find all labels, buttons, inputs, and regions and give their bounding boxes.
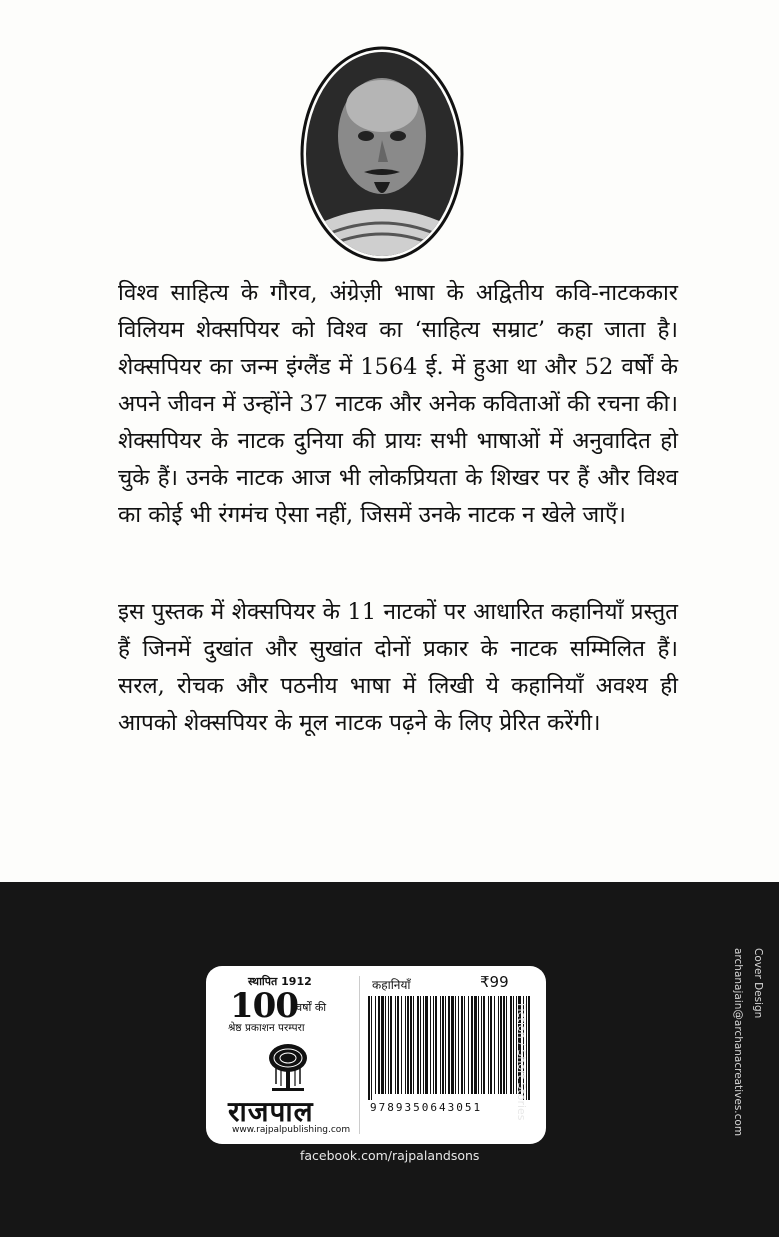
description-paragraph-2: इस पुस्तक में शेक्सपियर के 11 नाटकों पर आधारित कहानियाँ प्रस्तुत हैं जिनमें दुखांत और सुखांत दोनों प्रकार के नाटक सम्मिलित हैं। सरल, रोचक और पठनीय भाषा में लिखी ये कहानियाँ अवश्य ही आपको शेक्सपियर के मूल नाटक पढ़ने के लिए प्रेरित करेंगी। <box>118 599 678 736</box>
barcode-bar <box>390 996 392 1094</box>
price: ₹99 <box>480 973 509 991</box>
barcode-bar <box>483 996 485 1094</box>
barcode-bar <box>471 996 473 1094</box>
barcode-bar <box>395 996 396 1094</box>
publisher-logo: राजपाल <box>228 1095 314 1128</box>
barcode-bar <box>442 996 444 1094</box>
barcode-bar <box>448 996 450 1094</box>
barcode-bar <box>500 996 502 1094</box>
genre-english: Fiction / Short Stories <box>515 1003 528 1121</box>
barcode-bar <box>430 996 431 1094</box>
barcode-bar <box>407 996 409 1094</box>
barcode-bar <box>510 996 512 1094</box>
barcode-bar <box>401 996 402 1094</box>
barcode-bar <box>481 996 482 1094</box>
facebook-link: facebook.com/rajpalandsons <box>300 1148 480 1163</box>
genre-hindi: कहानियाँ <box>372 978 411 992</box>
barcode-bar <box>528 996 530 1100</box>
barcode-bar <box>397 996 399 1094</box>
barcode-bar <box>455 996 456 1094</box>
barcode-bar <box>368 996 370 1100</box>
publisher-website: www.rajpalpublishing.com <box>232 1125 351 1135</box>
years-number: 100 <box>230 986 298 1026</box>
barcode-bar <box>461 996 463 1094</box>
barcode-bar <box>445 996 446 1094</box>
barcode-bar <box>413 996 414 1094</box>
barcode-bar <box>478 996 479 1094</box>
barcode-bar <box>420 996 421 1094</box>
barcode-bar <box>468 996 469 1094</box>
barcode-bar <box>474 996 477 1094</box>
barcode-bar <box>513 996 514 1094</box>
barcode-bar <box>417 996 419 1094</box>
shakespeare-portrait <box>298 44 466 264</box>
card-divider <box>359 976 360 1134</box>
cover-design-label: Cover Design <box>752 948 764 1019</box>
barcode-bar <box>490 996 492 1094</box>
barcode-bar <box>433 996 434 1094</box>
barcode-bar <box>435 996 437 1094</box>
barcode-bar <box>494 996 495 1094</box>
barcode-bar <box>506 996 507 1094</box>
barcode-bar <box>451 996 454 1094</box>
barcode-bar <box>378 996 380 1094</box>
isbn-number: 9789350643051 <box>370 1101 483 1114</box>
barcode-bar <box>375 996 376 1094</box>
barcode-bar <box>488 996 489 1094</box>
barcode-bar <box>410 996 412 1094</box>
barcode-bar <box>440 996 441 1094</box>
barcode-bar <box>458 996 459 1094</box>
barcode-bar <box>503 996 505 1094</box>
description-paragraph-1: विश्व साहित्य के गौरव, अंग्रेज़ी भाषा के अद्वितीय कवि-नाटककार विलियम शेक्सपियर को विश्व का ‘साहित्य सम्राट’ कहा जाता है। शेक्सपियर का जन्म इंग्लैंड में 1564 ई. में हुआ था और 52 वर्षों के अपने जीवन में उन्होंने 37 नाटक और अनेक कविताओं की रचना की। शेक्सपियर के नाटक दुनिया की प्रायः सभी भाषाओं में अनुवादित हो चुके हैं। उनके नाटक आज भी लोकप्रियता के शिखर पर हैं और विश्व का कोई भी रंगमंच ऐसा नहीं, जिसमें उनके नाटक न खेले जाएँ। <box>118 280 678 528</box>
established-year: स्थापित 1912 <box>248 975 312 988</box>
barcode-icon <box>366 996 534 1100</box>
cover-design-email: archanajain@archanacreatives.com <box>732 948 744 1137</box>
barcode-bar <box>498 996 499 1094</box>
barcode-bar <box>423 996 424 1094</box>
barcode-bar <box>464 996 465 1094</box>
barcode-bar <box>385 996 386 1094</box>
banyan-tree-logo-icon <box>266 1042 310 1094</box>
barcode-bar <box>425 996 428 1094</box>
barcode-bar <box>388 996 389 1094</box>
publishing-tradition: श्रेष्ठ प्रकाशन परम्परा <box>228 1022 305 1034</box>
years-text: वर्षों की <box>296 1001 327 1014</box>
barcode-bar <box>371 996 372 1100</box>
barcode-bar <box>381 996 384 1094</box>
barcode-bar <box>405 996 406 1094</box>
